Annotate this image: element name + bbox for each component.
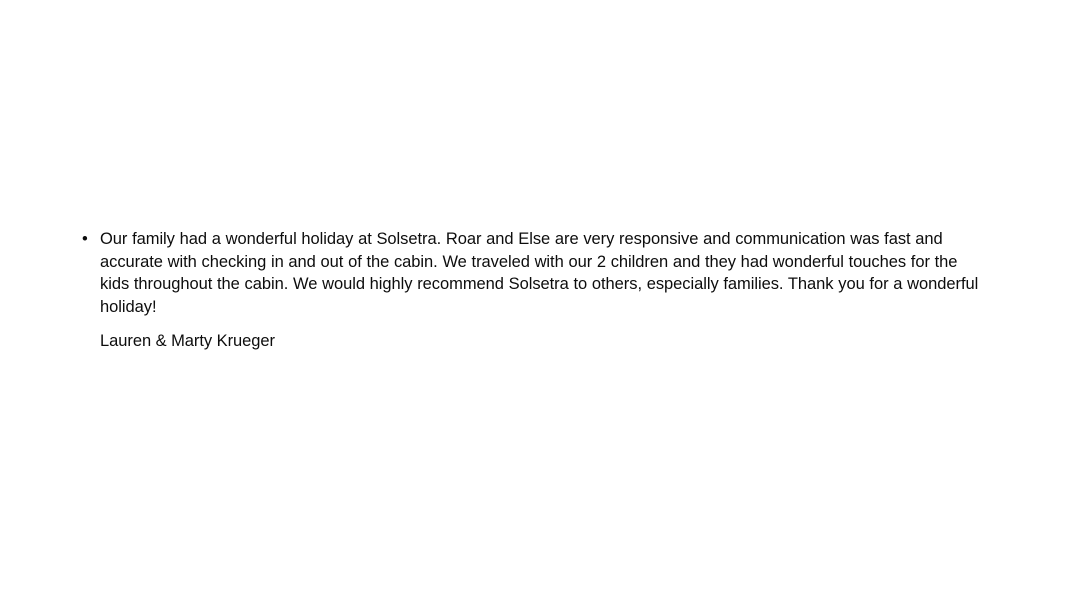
signature-row [82, 330, 982, 353]
testimonial-signature: Lauren & Marty Krueger [100, 332, 275, 350]
bullet-point-icon: • [82, 230, 88, 248]
bullet-list-item [82, 228, 982, 318]
testimonial-block [82, 228, 982, 353]
testimonial-paragraph: Our family had a wonderful holiday at Solsetra. Roar and Else are very responsive and communication was fast and accurate with checking in and out of the cabin. We traveled with our 2 children and they had wonderful touches for the kids throughout the cabin. We would highly recommend Solsetra to others, especially families. Thank you for a wonderful holiday! [100, 230, 979, 316]
